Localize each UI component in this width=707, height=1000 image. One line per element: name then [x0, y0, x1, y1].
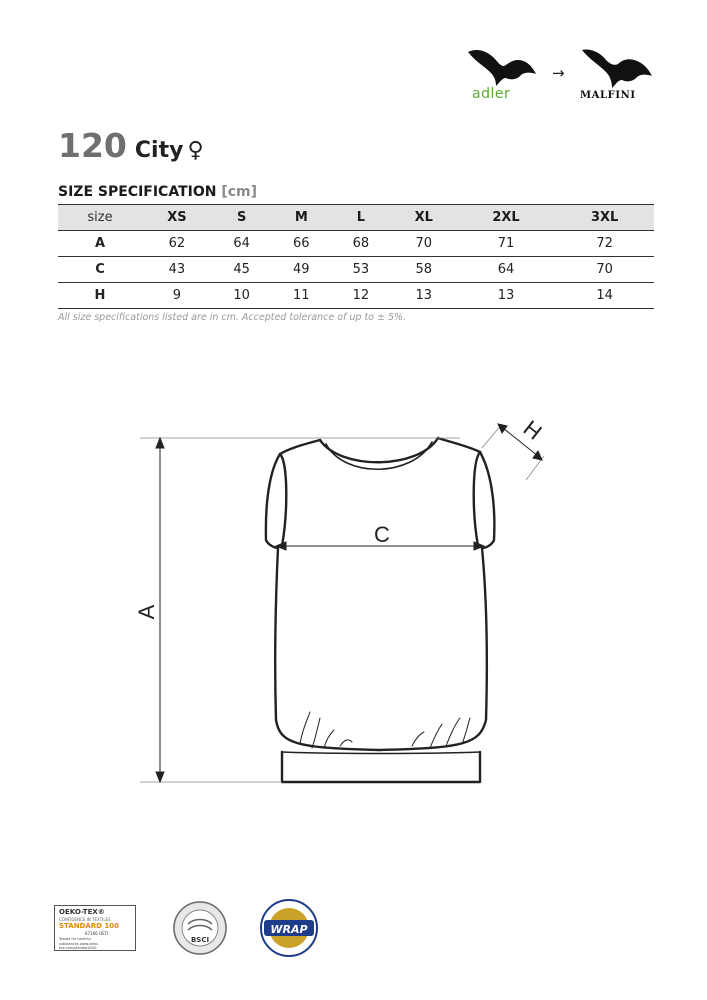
- header-cell: 3XL: [555, 205, 654, 231]
- malfini-wordmark: MALFINI: [580, 90, 636, 101]
- table-cell: 66: [272, 231, 332, 257]
- tolerance-note: All size specifications listed are in cm. Accepted tolerance of up to ± 5%.: [58, 312, 407, 323]
- table-cell: 9: [142, 283, 212, 309]
- table-cell: 13: [457, 283, 556, 309]
- malfini-logo: [578, 44, 658, 106]
- table-cell: 12: [331, 283, 391, 309]
- table-cell: 64: [457, 257, 556, 283]
- oeko-title: OEKO-TEX®: [59, 908, 105, 916]
- table-row: [58, 283, 654, 309]
- wrap-logo: [258, 898, 320, 958]
- tshirt-diagram: [130, 400, 580, 800]
- table-cell: 10: [212, 283, 272, 309]
- table-cell: 14: [555, 283, 654, 309]
- header-cell: L: [331, 205, 391, 231]
- table-cell: 72: [555, 231, 654, 257]
- bsci-logo: [172, 900, 228, 956]
- table-row: [58, 231, 654, 257]
- oeko-text: Tested for harmful substances www.oeko-tex.com/standard100: [59, 937, 99, 950]
- tshirt-outline: [266, 438, 495, 782]
- product-number: 120: [58, 126, 127, 165]
- header-cell: XL: [391, 205, 457, 231]
- header-cell: size: [58, 205, 142, 231]
- size-spec-heading-text: SIZE SPECIFICATION: [58, 184, 217, 200]
- row-label: H: [58, 283, 142, 309]
- size-spec-heading: [58, 184, 257, 200]
- product-name: City: [134, 138, 184, 163]
- row-label: C: [58, 257, 142, 283]
- table-cell: 70: [391, 231, 457, 257]
- row-label: A: [58, 231, 142, 257]
- arrow-right-icon: →: [552, 64, 565, 82]
- table-cell: 43: [142, 257, 212, 283]
- table-cell: 13: [391, 283, 457, 309]
- bsci-text: BSCI: [190, 936, 210, 944]
- header-cell: XS: [142, 205, 212, 231]
- eagle-icon: [578, 44, 656, 88]
- wrap-text: WRAP: [270, 923, 308, 936]
- size-table-header: [58, 205, 654, 231]
- label-a: A: [134, 604, 159, 620]
- size-spec-unit: [cm]: [221, 184, 258, 200]
- header-cell: M: [272, 205, 332, 231]
- oeko-code: 67166 OETI: [85, 931, 109, 936]
- table-cell: 49: [272, 257, 332, 283]
- product-title: [58, 126, 204, 165]
- eagle-icon: [466, 44, 538, 88]
- adler-wordmark: adler: [472, 86, 511, 102]
- label-c: C: [374, 522, 390, 547]
- header-cell: S: [212, 205, 272, 231]
- oeko-tex-logo: [54, 905, 136, 951]
- table-row: [58, 257, 654, 283]
- header-cell: 2XL: [457, 205, 556, 231]
- table-cell: 62: [142, 231, 212, 257]
- oeko-subtitle: CONFIDENCE IN TEXTILES: [59, 917, 111, 922]
- table-cell: 70: [555, 257, 654, 283]
- female-symbol-icon: ♀: [187, 138, 204, 163]
- dimension-a: [140, 438, 460, 782]
- table-cell: 68: [331, 231, 391, 257]
- adler-logo: [466, 44, 538, 106]
- table-cell: 71: [457, 231, 556, 257]
- size-table: [58, 204, 654, 309]
- table-cell: 64: [212, 231, 272, 257]
- table-cell: 58: [391, 257, 457, 283]
- oeko-standard: STANDARD 100: [59, 922, 120, 930]
- table-cell: 45: [212, 257, 272, 283]
- label-h: H: [518, 415, 547, 445]
- table-cell: 53: [331, 257, 391, 283]
- table-cell: 11: [272, 283, 332, 309]
